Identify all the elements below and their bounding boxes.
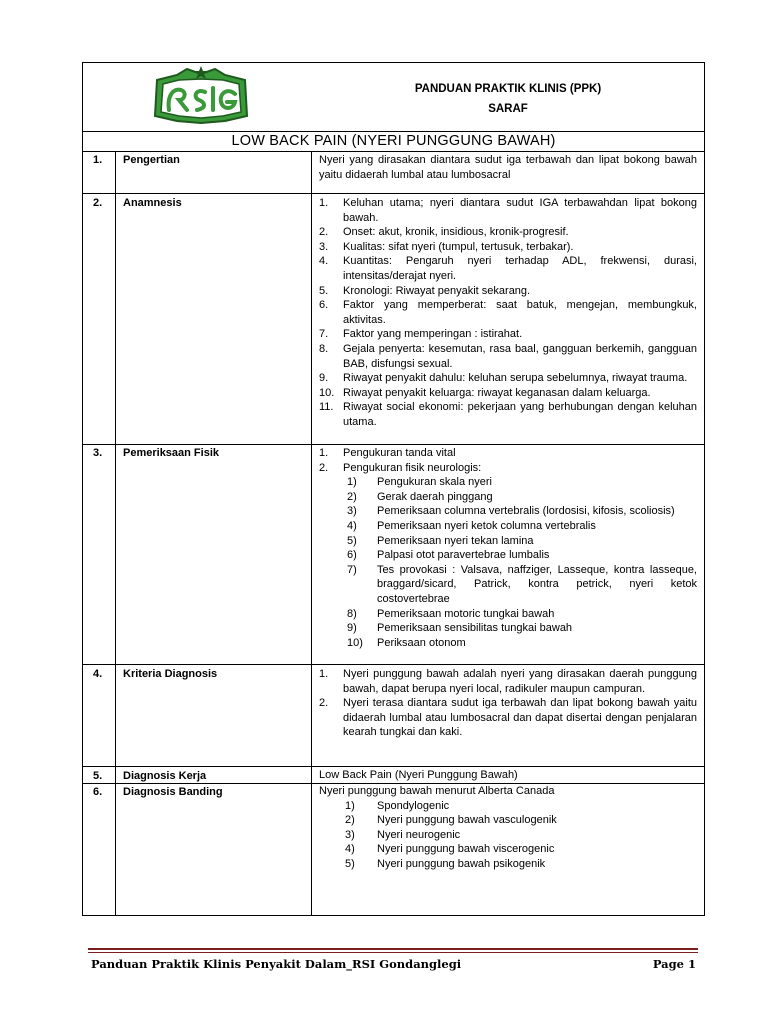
list-text: Nyeri punggung bawah psikogenik <box>377 857 546 870</box>
list-number: 7) <box>347 563 357 576</box>
column-divider <box>115 151 116 915</box>
header-title-line2: SARAF <box>488 103 528 115</box>
diagnosis-banding-intro: Nyeri punggung bawah menurut Alberta Canada <box>319 785 555 797</box>
row-content-diagnosis-kerja: Low Back Pain (Nyeri Punggung Bawah) <box>319 769 518 781</box>
row-label: Diagnosis Kerja <box>123 770 207 782</box>
row-number: 5. <box>93 770 103 782</box>
list-number: 5) <box>345 857 355 870</box>
list-item <box>319 461 697 476</box>
row-divider <box>83 766 704 767</box>
list-item <box>319 490 697 505</box>
list-text: Palpasi otot paravertebrae lumbalis <box>377 549 550 562</box>
list-number: 2) <box>345 814 355 827</box>
list-number: 1. <box>319 197 329 209</box>
document-header <box>83 63 704 132</box>
list-number: 10. <box>319 386 335 399</box>
list-text: Riwayat social ekonomi: pekerjaan yang berhubungan dengan keluhan utama. <box>343 401 697 428</box>
list-item <box>319 504 697 519</box>
list-number: 1. <box>319 668 329 680</box>
list-number: 4) <box>345 843 355 856</box>
list-text: Periksaan otonom <box>377 636 466 649</box>
row-label: Pengertian <box>123 154 180 166</box>
list-number: 5. <box>319 284 329 297</box>
list-item <box>319 607 697 622</box>
list-item <box>319 400 697 429</box>
list-text: Nyeri punggung bawah adalah nyeri yang dirasakan daerah punggung bawah, dapat berupa nyeri local, radikuler maupun campuran. <box>343 668 697 695</box>
row-number: 4. <box>93 668 103 680</box>
list-text: Gejala penyerta: kesemutan, rasa baal, gangguan berkemih, gangguan BAB, disfungsi sexual. <box>343 342 697 370</box>
list-number: 8. <box>319 342 329 355</box>
row-content-kriteria-diagnosis <box>319 667 697 740</box>
list-text: Kronologi: Riwayat penyakit sekarang. <box>343 284 531 297</box>
row-divider <box>83 193 704 194</box>
list-item <box>319 446 697 461</box>
row-divider <box>83 444 704 445</box>
list-text: Tes provokasi : Valsava, naffziger, Lasseque, kontra lasseque, braggard/sicard, Patrick, kontra petrick, nyeri ketok costovertebrae <box>377 563 697 605</box>
list-number: 5) <box>347 534 357 547</box>
list-text: Faktor yang memperberat: saat batuk, mengejan, membungkuk, aktivitas. <box>343 299 697 326</box>
list-text: Pengukuran tanda vital <box>343 447 456 459</box>
list-text: Gerak daerah pinggang <box>377 490 493 503</box>
row-number: 6. <box>93 786 103 798</box>
list-item <box>319 534 697 549</box>
list-item <box>319 667 697 696</box>
row-label: Diagnosis Banding <box>123 786 223 798</box>
header-title-line1: PANDUAN PRAKTIK KLINIS (PPK) <box>414 83 602 95</box>
list-text: Nyeri terasa diantara sudut iga terbawah dan lipat bokong bawah yaitu didaerah lumbal atau lumbosacral dan dapat disertai dengan penjalaran kearah tungkai dan kaki. <box>343 697 697 739</box>
list-text: Nyeri punggung bawah viscerogenic <box>377 843 555 856</box>
list-item <box>319 225 697 240</box>
list-item <box>319 857 697 872</box>
list-text: Pengukuran fisik neurologis: <box>343 461 482 474</box>
hospital-logo-icon <box>149 66 253 124</box>
list-item <box>319 240 697 255</box>
list-item <box>319 519 697 534</box>
list-number: 3. <box>319 240 329 253</box>
list-item <box>319 196 697 225</box>
list-item <box>319 548 697 563</box>
list-item <box>319 636 697 651</box>
list-item <box>319 842 697 857</box>
row-label: Kriteria Diagnosis <box>123 668 218 680</box>
list-number: 1. <box>319 447 329 459</box>
list-text: Nyeri punggung bawah vasculogenik <box>377 814 557 827</box>
list-text: Keluhan utama; nyeri diantara sudut IGA terbawahdan lipat bokong bawah. <box>343 197 697 224</box>
list-number: 2. <box>319 226 329 239</box>
list-item <box>319 342 697 371</box>
list-text: Pemeriksaan motoric tungkai bawah <box>377 607 555 620</box>
list-text: Pemeriksaan sensibilitas tungkai bawah <box>377 622 573 635</box>
list-number: 3) <box>347 505 357 518</box>
row-number: 2. <box>93 197 103 209</box>
row-label: Pemeriksaan Fisik <box>123 447 220 459</box>
list-number: 6. <box>319 299 329 312</box>
list-text: Nyeri neurogenic <box>377 828 461 841</box>
row-label: Anamnesis <box>123 197 182 209</box>
row-content-pengertian: Nyeri yang dirasakan diantara sudut iga terbawah dan lipat bokong bawah yaitu didaerah lumbal atau lumbosacral <box>319 154 697 181</box>
list-item <box>319 254 697 283</box>
row-number: 1. <box>93 154 103 166</box>
list-number: 6) <box>347 549 357 562</box>
list-item <box>319 621 697 636</box>
list-text: Onset: akut, kronik, insidious, kronik-progresif. <box>343 226 569 239</box>
list-number: 3) <box>345 828 355 841</box>
list-number: 11. <box>319 401 334 414</box>
row-content-diagnosis-banding <box>319 784 697 872</box>
list-number: 1) <box>345 799 355 812</box>
list-number: 7. <box>319 328 329 341</box>
list-text: Riwayat penyakit dahulu: keluhan serupa sebelumnya, riwayat trauma. <box>343 372 688 385</box>
list-number: 4. <box>319 255 329 268</box>
document-title: LOW BACK PAIN (NYERI PUNGGUNG BAWAH) <box>83 131 704 152</box>
list-number: 1) <box>347 476 357 489</box>
list-text: Pemeriksaan nyeri tekan lamina <box>377 534 534 547</box>
row-number: 3. <box>93 447 103 459</box>
row-content-anamnesis <box>319 196 697 430</box>
list-text: Kualitas: sifat nyeri (tumpul, tertusuk, terbakar). <box>343 240 574 253</box>
column-divider <box>311 151 312 915</box>
list-item <box>319 828 697 843</box>
list-item <box>319 371 697 386</box>
footer-divider <box>88 952 698 953</box>
list-item <box>319 696 697 740</box>
list-item <box>319 298 697 327</box>
list-number: 9) <box>347 622 357 635</box>
ppk-header-title <box>383 79 633 119</box>
footer-document-name: Panduan Praktik Klinis Penyakit Dalam_RSI Gondanglegi <box>91 957 462 971</box>
list-item <box>319 563 697 607</box>
list-text: Faktor yang memperingan : istirahat. <box>343 328 523 341</box>
ppk-document <box>82 62 705 916</box>
list-number: 8) <box>347 607 357 620</box>
list-item <box>319 799 697 814</box>
footer-page-number: Page 1 <box>652 957 696 971</box>
list-number: 2. <box>319 697 329 710</box>
list-number: 4) <box>347 519 357 532</box>
list-text: Kuantitas: Pengaruh nyeri terhadap ADL, frekwensi, durasi, intensitas/derajat nyeri. <box>343 255 697 282</box>
list-text: Spondylogenic <box>377 799 450 812</box>
list-text: Pemeriksaan nyeri ketok columna vertebralis <box>377 519 596 532</box>
row-content-pemeriksaan-fisik <box>319 446 697 650</box>
list-number: 9. <box>319 372 329 385</box>
list-item <box>319 813 697 828</box>
list-item <box>319 327 697 342</box>
list-item <box>319 386 697 401</box>
row-divider <box>83 664 704 665</box>
list-number: 10) <box>347 636 363 649</box>
list-item <box>319 475 697 490</box>
footer-divider <box>88 948 698 950</box>
list-number: 2. <box>319 461 329 474</box>
list-text: Pemeriksaan columna vertebralis (lordosisi, kifosis, scoliosis) <box>377 505 675 518</box>
list-text: Riwayat penyakit keluarga: riwayat keganasan dalam keluarga. <box>343 386 651 399</box>
list-number: 2) <box>347 490 357 503</box>
list-item <box>319 284 697 299</box>
list-text: Pengukuran skala nyeri <box>377 476 492 489</box>
